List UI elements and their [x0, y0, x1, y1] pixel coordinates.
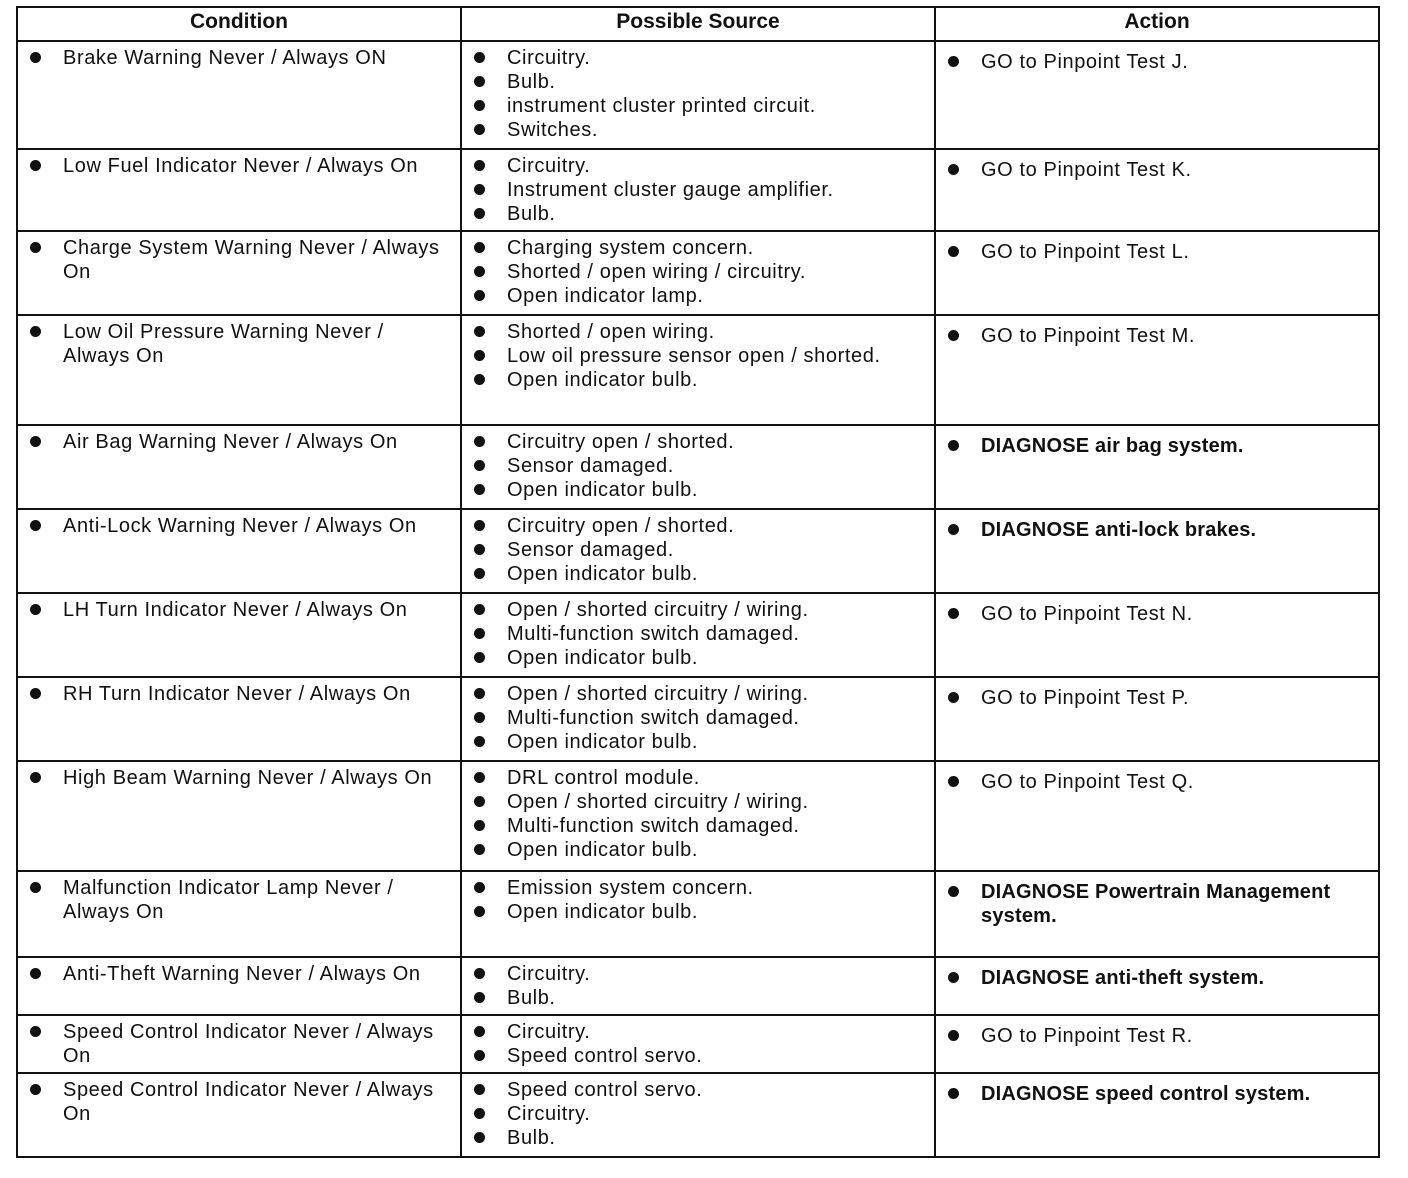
bullet-icon	[30, 52, 41, 63]
source-item-text: Bulb.	[507, 203, 556, 225]
bullet-item	[946, 518, 1370, 542]
bullet-icon	[474, 628, 485, 639]
source-item-text: Open / shorted circuitry / wiring.	[507, 683, 809, 705]
condition-text: Malfunction Indicator Lamp Never / Always On	[63, 877, 394, 923]
bullet-item	[472, 1078, 926, 1102]
condition-text: Charge System Warning Never / Always On	[63, 237, 440, 283]
bullet-icon	[948, 164, 959, 175]
bullet-icon	[474, 1026, 485, 1037]
bullet-item	[28, 876, 452, 924]
condition-text: Low Oil Pressure Warning Never / Always On	[63, 321, 384, 367]
bullet-icon	[948, 1030, 959, 1041]
action-cell	[935, 509, 1379, 593]
condition-cell	[17, 149, 461, 231]
bullet-item	[472, 118, 926, 142]
bullet-item	[28, 598, 452, 622]
bullet-icon	[474, 76, 485, 87]
bullet-icon	[30, 326, 41, 337]
bullet-item	[946, 240, 1370, 264]
bullet-icon	[30, 1084, 41, 1095]
bullet-item	[472, 430, 926, 454]
bullet-icon	[474, 712, 485, 723]
bullet-icon	[948, 776, 959, 787]
condition-text: High Beam Warning Never / Always On	[63, 767, 433, 789]
bullet-icon	[948, 972, 959, 983]
source-item-text: Emission system concern.	[507, 877, 754, 899]
action-text: GO to Pinpoint Test M.	[981, 325, 1196, 347]
bullet-item	[28, 766, 452, 790]
possible-source-cell	[461, 957, 935, 1015]
condition-text: Speed Control Indicator Never / Always On	[63, 1021, 434, 1067]
bullet-item	[28, 46, 452, 70]
bullet-item	[946, 324, 1370, 348]
bullet-icon	[30, 242, 41, 253]
table-row	[17, 593, 1379, 677]
condition-cell	[17, 593, 461, 677]
bullet-item	[28, 430, 452, 454]
condition-cell	[17, 1015, 461, 1073]
bullet-icon	[474, 436, 485, 447]
possible-source-cell	[461, 509, 935, 593]
bullet-item	[472, 682, 926, 706]
source-item-text: Shorted / open wiring / circuitry.	[507, 261, 807, 283]
bullet-icon	[948, 608, 959, 619]
source-item-text: Instrument cluster gauge amplifier.	[507, 179, 834, 201]
action-cell	[935, 41, 1379, 149]
condition-cell	[17, 957, 461, 1015]
bullet-icon	[948, 886, 959, 897]
bullet-icon	[474, 242, 485, 253]
bullet-item	[28, 1078, 452, 1126]
bullet-item	[472, 94, 926, 118]
condition-text: Anti-Lock Warning Never / Always On	[63, 515, 417, 537]
source-item-text: Circuitry.	[507, 155, 591, 177]
action-cell	[935, 761, 1379, 871]
bullet-icon	[474, 1050, 485, 1061]
condition-cell	[17, 761, 461, 871]
bullet-item	[946, 602, 1370, 626]
bullet-item	[472, 236, 926, 260]
source-item-text: instrument cluster printed circuit.	[507, 95, 816, 117]
header-condition: Condition	[17, 7, 461, 41]
condition-text: Brake Warning Never / Always ON	[63, 47, 387, 69]
table-row	[17, 871, 1379, 957]
bullet-item	[472, 962, 926, 986]
bullet-icon	[474, 484, 485, 495]
bullet-item	[472, 730, 926, 754]
source-item-text: Open indicator bulb.	[507, 647, 699, 669]
source-item-text: Open indicator bulb.	[507, 731, 699, 753]
table-row	[17, 1073, 1379, 1157]
bullet-icon	[474, 160, 485, 171]
bullet-icon	[30, 520, 41, 531]
bullet-item	[472, 514, 926, 538]
bullet-icon	[474, 124, 485, 135]
table-row	[17, 677, 1379, 761]
bullet-item	[472, 766, 926, 790]
bullet-icon	[474, 968, 485, 979]
source-item-text: Sensor damaged.	[507, 455, 674, 477]
bullet-icon	[474, 844, 485, 855]
bullet-icon	[948, 56, 959, 67]
bullet-icon	[474, 1108, 485, 1119]
possible-source-cell	[461, 315, 935, 425]
bullet-icon	[948, 440, 959, 451]
bullet-item	[472, 1126, 926, 1150]
condition-cell	[17, 231, 461, 315]
action-text: GO to Pinpoint Test K.	[981, 159, 1192, 181]
bullet-item	[472, 202, 926, 226]
action-cell	[935, 1015, 1379, 1073]
bullet-icon	[474, 100, 485, 111]
bullet-item	[472, 646, 926, 670]
bullet-icon	[948, 524, 959, 535]
bullet-icon	[474, 820, 485, 831]
action-cell	[935, 1073, 1379, 1157]
bullet-icon	[474, 882, 485, 893]
action-text: GO to Pinpoint Test N.	[981, 603, 1193, 625]
bullet-item	[472, 1044, 926, 1068]
table-header-row	[17, 7, 1379, 41]
possible-source-cell	[461, 41, 935, 149]
bullet-icon	[474, 374, 485, 385]
source-item-text: Low oil pressure sensor open / shorted.	[507, 345, 881, 367]
bullet-item	[28, 1020, 452, 1068]
source-item-text: Shorted / open wiring.	[507, 321, 715, 343]
bullet-item	[946, 686, 1370, 710]
bullet-icon	[30, 160, 41, 171]
bullet-item	[946, 158, 1370, 182]
condition-text: Low Fuel Indicator Never / Always On	[63, 155, 419, 177]
condition-text: Anti-Theft Warning Never / Always On	[63, 963, 421, 985]
source-item-text: Speed control servo.	[507, 1045, 703, 1067]
action-cell	[935, 871, 1379, 957]
condition-cell	[17, 425, 461, 509]
bullet-item	[472, 154, 926, 178]
source-item-text: Circuitry open / shorted.	[507, 515, 735, 537]
possible-source-cell	[461, 231, 935, 315]
bullet-icon	[474, 326, 485, 337]
condition-cell	[17, 509, 461, 593]
bullet-item	[472, 900, 926, 924]
source-item-text: Bulb.	[507, 987, 556, 1009]
action-text: DIAGNOSE Powertrain Management system.	[981, 881, 1331, 927]
table-row	[17, 149, 1379, 231]
bullet-item	[472, 368, 926, 392]
table-row	[17, 315, 1379, 425]
bullet-item	[472, 1102, 926, 1126]
bullet-icon	[948, 330, 959, 341]
bullet-item	[946, 880, 1370, 928]
table-row	[17, 957, 1379, 1015]
bullet-item	[472, 838, 926, 862]
bullet-item	[472, 562, 926, 586]
bullet-item	[946, 1082, 1370, 1106]
bullet-icon	[474, 772, 485, 783]
action-text: GO to Pinpoint Test J.	[981, 51, 1189, 73]
table-row	[17, 231, 1379, 315]
bullet-icon	[30, 436, 41, 447]
condition-text: LH Turn Indicator Never / Always On	[63, 599, 408, 621]
action-cell	[935, 593, 1379, 677]
condition-cell	[17, 41, 461, 149]
bullet-icon	[474, 1132, 485, 1143]
possible-source-cell	[461, 677, 935, 761]
bullet-icon	[474, 184, 485, 195]
table-row	[17, 425, 1379, 509]
source-item-text: Multi-function switch damaged.	[507, 623, 800, 645]
table-row	[17, 509, 1379, 593]
condition-text: Air Bag Warning Never / Always On	[63, 431, 398, 453]
bullet-item	[472, 284, 926, 308]
header-possible-source: Possible Source	[461, 7, 935, 41]
bullet-icon	[474, 208, 485, 219]
condition-cell	[17, 871, 461, 957]
action-text: GO to Pinpoint Test L.	[981, 241, 1190, 263]
bullet-icon	[474, 544, 485, 555]
bullet-item	[472, 70, 926, 94]
possible-source-cell	[461, 761, 935, 871]
source-item-text: Multi-function switch damaged.	[507, 815, 800, 837]
bullet-icon	[30, 968, 41, 979]
bullet-item	[472, 1020, 926, 1044]
source-item-text: Open indicator bulb.	[507, 839, 699, 861]
action-text: GO to Pinpoint Test R.	[981, 1025, 1193, 1047]
source-item-text: Switches.	[507, 119, 598, 141]
bullet-item	[472, 478, 926, 502]
condition-cell	[17, 677, 461, 761]
bullet-item	[28, 236, 452, 284]
bullet-icon	[474, 290, 485, 301]
bullet-item	[28, 514, 452, 538]
bullet-item	[472, 598, 926, 622]
bullet-item	[28, 682, 452, 706]
bullet-item	[472, 876, 926, 900]
bullet-icon	[474, 688, 485, 699]
bullet-item	[28, 962, 452, 986]
bullet-icon	[948, 692, 959, 703]
bullet-item	[472, 538, 926, 562]
bullet-item	[472, 46, 926, 70]
bullet-icon	[474, 1084, 485, 1095]
bullet-icon	[474, 736, 485, 747]
table-body	[17, 41, 1379, 1157]
bullet-icon	[30, 772, 41, 783]
bullet-item	[472, 320, 926, 344]
possible-source-cell	[461, 1015, 935, 1073]
bullet-item	[472, 814, 926, 838]
source-item-text: Speed control servo.	[507, 1079, 703, 1101]
possible-source-cell	[461, 871, 935, 957]
bullet-icon	[474, 350, 485, 361]
action-text: DIAGNOSE air bag system.	[981, 435, 1244, 457]
bullet-item	[946, 50, 1370, 74]
source-item-text: Circuitry.	[507, 1021, 591, 1043]
action-cell	[935, 315, 1379, 425]
bullet-icon	[948, 246, 959, 257]
bullet-item	[472, 178, 926, 202]
header-action: Action	[935, 7, 1379, 41]
bullet-item	[472, 706, 926, 730]
source-item-text: Charging system concern.	[507, 237, 754, 259]
action-text: DIAGNOSE anti-lock brakes.	[981, 519, 1257, 541]
possible-source-cell	[461, 425, 935, 509]
bullet-icon	[30, 604, 41, 615]
bullet-icon	[30, 1026, 41, 1037]
bullet-icon	[948, 1088, 959, 1099]
source-item-text: Open indicator bulb.	[507, 563, 699, 585]
action-cell	[935, 231, 1379, 315]
bullet-icon	[474, 520, 485, 531]
possible-source-cell	[461, 593, 935, 677]
bullet-icon	[474, 52, 485, 63]
action-text: GO to Pinpoint Test P.	[981, 687, 1190, 709]
possible-source-cell	[461, 1073, 935, 1157]
table-row	[17, 761, 1379, 871]
possible-source-cell	[461, 149, 935, 231]
bullet-item	[472, 344, 926, 368]
table-row	[17, 1015, 1379, 1073]
action-cell	[935, 677, 1379, 761]
bullet-item	[946, 770, 1370, 794]
bullet-icon	[30, 688, 41, 699]
bullet-icon	[474, 906, 485, 917]
condition-text: Speed Control Indicator Never / Always On	[63, 1079, 434, 1125]
bullet-item	[472, 790, 926, 814]
source-item-text: Circuitry open / shorted.	[507, 431, 735, 453]
condition-text: RH Turn Indicator Never / Always On	[63, 683, 411, 705]
action-cell	[935, 149, 1379, 231]
source-item-text: Open indicator bulb.	[507, 479, 699, 501]
source-item-text: Circuitry.	[507, 47, 591, 69]
action-text: DIAGNOSE anti-theft system.	[981, 967, 1265, 989]
condition-cell	[17, 315, 461, 425]
bullet-item	[472, 622, 926, 646]
bullet-icon	[474, 460, 485, 471]
bullet-item	[472, 260, 926, 284]
source-item-text: Multi-function switch damaged.	[507, 707, 800, 729]
table-row	[17, 41, 1379, 149]
action-text: DIAGNOSE speed control system.	[981, 1083, 1311, 1105]
bullet-icon	[474, 604, 485, 615]
bullet-item	[28, 320, 452, 368]
bullet-item	[472, 986, 926, 1010]
bullet-icon	[474, 266, 485, 277]
source-item-text: Bulb.	[507, 71, 556, 93]
bullet-icon	[474, 652, 485, 663]
source-item-text: Sensor damaged.	[507, 539, 674, 561]
action-cell	[935, 957, 1379, 1015]
source-item-text: Open / shorted circuitry / wiring.	[507, 791, 809, 813]
bullet-item	[946, 966, 1370, 990]
source-item-text: Open indicator bulb.	[507, 901, 699, 923]
source-item-text: Open indicator lamp.	[507, 285, 704, 307]
source-item-text: DRL control module.	[507, 767, 700, 789]
bullet-icon	[474, 796, 485, 807]
action-text: GO to Pinpoint Test Q.	[981, 771, 1194, 793]
condition-cell	[17, 1073, 461, 1157]
source-item-text: Bulb.	[507, 1127, 556, 1149]
bullet-item	[946, 1024, 1370, 1048]
bullet-icon	[474, 568, 485, 579]
source-item-text: Open indicator bulb.	[507, 369, 699, 391]
bullet-item	[472, 454, 926, 478]
bullet-icon	[474, 992, 485, 1003]
bullet-item	[946, 434, 1370, 458]
source-item-text: Open / shorted circuitry / wiring.	[507, 599, 809, 621]
bullet-item	[28, 154, 452, 178]
source-item-text: Circuitry.	[507, 1103, 591, 1125]
bullet-icon	[30, 882, 41, 893]
action-cell	[935, 425, 1379, 509]
source-item-text: Circuitry.	[507, 963, 591, 985]
diagnosis-table	[16, 6, 1380, 1158]
